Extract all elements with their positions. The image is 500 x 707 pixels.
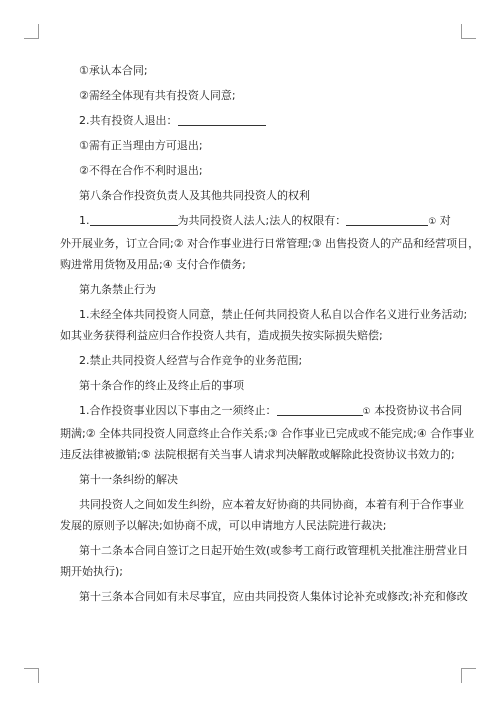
section-heading: 第十一条纠纷的解决 — [79, 473, 178, 486]
text-line — [60, 400, 463, 423]
section-heading: 第十二条本合同自签订之日起开始生效(或参考工商行政管理机关批准注册营业日 — [79, 544, 469, 557]
document-body — [60, 60, 480, 607]
text-line: 共同投资人之间如发生纠纷，应本着友好协商的共同协商，本着有利于合作事业 — [79, 498, 464, 511]
section-heading: 第八条合作投资负责人及其他共同投资人的权利 — [79, 189, 310, 202]
text-line: 如其业务获得利益应归合作投资人共有，造成损失按实际损失赔偿; — [60, 329, 383, 342]
text-fragment: ① — [428, 217, 437, 227]
text-fragment: 1.合作投资事业因以下事由之一须终止： — [79, 404, 277, 417]
fill-in-blank[interactable] — [178, 112, 266, 126]
crop-mark-bottom-right — [461, 668, 476, 683]
text-line: ②需经全体现有共有投资人同意; — [79, 89, 236, 102]
text-fragment: 1. — [79, 214, 90, 227]
crop-mark-bottom-left — [24, 668, 39, 683]
section-heading: 第十条合作的终止及终止后的事项 — [79, 379, 244, 392]
text-fragment: ① — [362, 407, 371, 417]
text-fragment: 对 — [439, 214, 451, 227]
text-line: 购进常用货物及用品;④ 支付合作债务; — [60, 258, 246, 271]
text-line — [60, 110, 448, 131]
text-line — [60, 210, 451, 233]
text-line: 1.未经全体共同投资人同意，禁止任何共同投资人私自以合作名义进行业务活动; — [79, 308, 468, 321]
fill-in-blank[interactable] — [90, 212, 178, 226]
text-line: ①需有正当理由方可退出; — [79, 139, 203, 152]
text-fragment: 为共同投资人法人;法人的权限有： — [177, 214, 347, 227]
text-line: 2.禁止共同投资人经营与合作竞争的业务范围; — [79, 354, 303, 367]
crop-mark-top-left — [24, 24, 39, 39]
text-line: 期满;② 全体共同投资人同意终止合作关系;③ 合作事业已完成或不能完成;④ 合作事业 — [60, 427, 475, 440]
text-line: 外开展业务，订立合同;② 对合作事业进行日常管理;③ 出售投资人的产品和经营项目， — [60, 237, 480, 250]
text-line: 发展的原则予以解决;如协商不成，可以申请地方人民法院进行裁决; — [60, 519, 387, 532]
fill-in-blank[interactable] — [346, 212, 428, 226]
crop-mark-top-right — [461, 24, 476, 39]
text-line: ①承认本合同; — [79, 64, 148, 77]
text-fragment: 本投资协议书合同 — [374, 404, 463, 417]
text-line: 违反法律被撤销;⑤ 法院根据有关当事人请求判决解散或解除此投资协议书效力的; — [60, 448, 455, 461]
section-heading: 第九条禁止行为 — [79, 283, 156, 296]
text-line: 期开始执行); — [60, 565, 123, 578]
text-line: ②不得在合作不利时退出; — [79, 164, 203, 177]
fill-in-blank[interactable] — [277, 402, 363, 416]
section-heading: 第十三条本合同如有未尽事宜，应由共同投资人集体讨论补充或修改;补充和修改 — [79, 590, 468, 603]
text-fragment: 2.共有投资人退出： — [79, 114, 178, 127]
